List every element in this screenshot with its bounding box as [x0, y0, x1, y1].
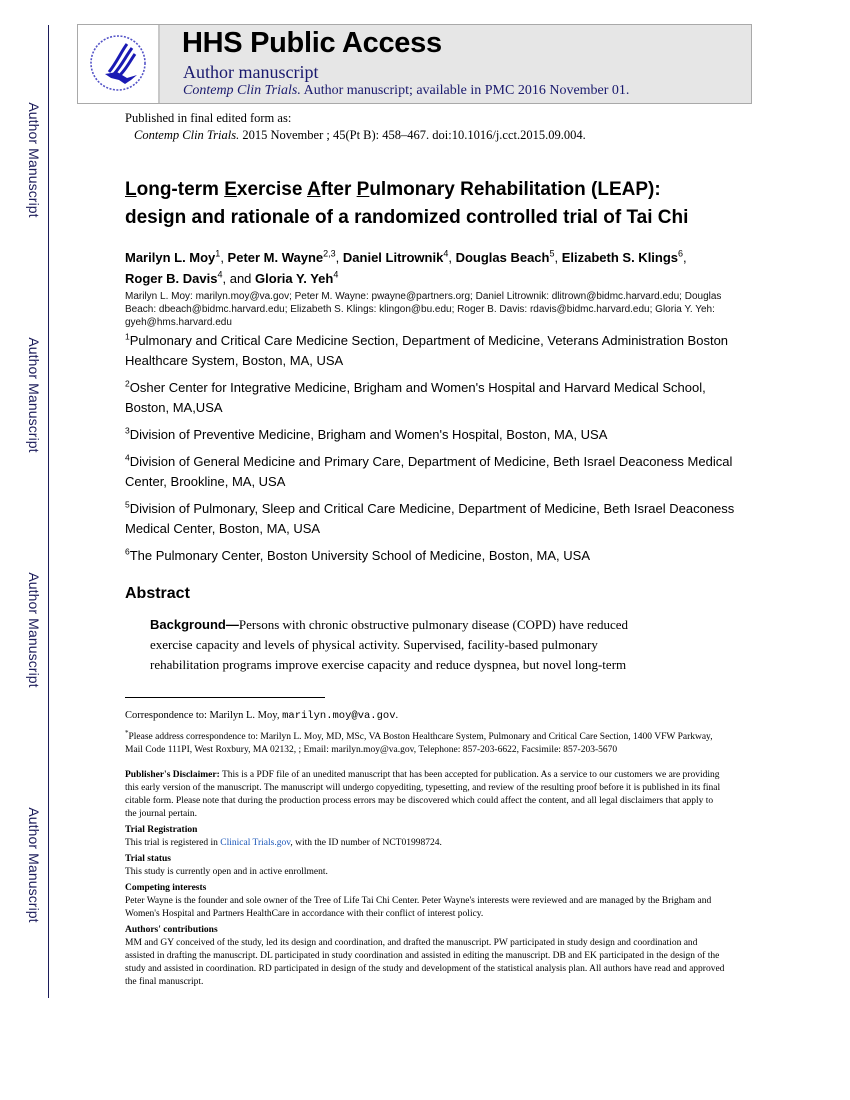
trial-registration-heading: Trial Registration — [125, 825, 198, 835]
manuscript-notes — [125, 769, 725, 992]
published-label: Published in final edited form as: — [125, 111, 292, 125]
title-line-2: design and rationale of a randomized controlled trial of Tai Chi — [125, 207, 689, 228]
correspondence-address: *Please address correspondence to: Marilyn L. Moy, MD, MSc, VA Boston Healthcare System, Pulmonary and Critical Care Section, 1400 VFW Parkway, Mail Code 111PI, West Roxbury, MA 02132, ; Email: marilyn.moy@va.gov, Telephone: 857-203-6622, Facsimile: 857-203-5670 — [125, 729, 713, 756]
author-emails: Marilyn L. Moy: marilyn.moy@va.gov; Peter M. Wayne: pwayne@partners.org; Daniel Litrownik: dlitrown@bidmc.harvard.edu; Douglas Beach: dbeach@bidmc.harvard.edu; Elizabeth S. Klings: klingon@bu.edu; Roger B. Davis: rdavis@bidmc.harvard.edu; Gloria Y. Yeh: gyeh@hms.harvard.edu — [125, 291, 722, 328]
affiliation-item: $^1$Pulmonary and Critical Care Medicine Section, Department of Medicine, Veterans Administration Boston Healthcare System, Boston, MA, USA — [125, 331, 729, 368]
citation: Contemp Clin Trials. 2015 November ; 45(Pt B): 458–467. doi:10.1016/j.cct.2015.09.004. — [134, 128, 586, 142]
correspondence-line: Correspondence to: Marilyn L. Moy, marilyn.moy@va.gov. — [125, 710, 399, 722]
competing-interests-text: Peter Wayne is the founder and sole owner of the Tree of Life Tai Chi Center. Peter Wayne's interests were reviewed and are managed by the Brigham and Women's Hospital and Partners HealthCare in accordance with their conflict of interest policy. — [125, 896, 712, 919]
sidebar-label: Author Manuscript — [26, 807, 42, 923]
article-title — [125, 176, 765, 232]
competing-interests-heading: Competing interests — [125, 883, 207, 893]
publisher-disclaimer: Publisher's Disclaimer: This is a PDF file of an unedited manuscript that has been accepted for publication. As a service to our customers we are providing this early version of the manuscript. The manuscript will undergo copyediting, typesetting, and review of the resulting proof before it is published in its final citable form. Please note that during the production process errors may be discovered which could affect the content, and all legal disclaimers that apply to the journal pertain. — [125, 770, 721, 819]
sidebar-label: Author Manuscript — [26, 572, 42, 688]
correspondence-email-link[interactable]: marilyn.moy@va.gov — [282, 710, 396, 722]
affiliation-item: $^2$Osher Center for Integrative Medicine, Brigham and Women's Hospital and Harvard Medical School, Boston, MA,USA — [125, 378, 706, 415]
published-form — [125, 110, 586, 144]
title-line-1: Long-term Exercise After Pulmonary Rehabilitation (LEAP): — [125, 179, 661, 200]
contributions-heading: Authors' contributions — [125, 925, 218, 935]
manuscript-type: Author manuscript — [183, 62, 319, 82]
sidebar-label: Author Manuscript — [26, 102, 42, 218]
hhs-eagle-logo-icon — [87, 32, 149, 94]
affiliation-item: $^4$Division of General Medicine and Primary Care, Department of Medicine, Beth Israel Deaconess Medical Center, Brookline, MA, USA — [125, 452, 733, 489]
footnote-divider — [125, 697, 325, 698]
sidebar-rule — [48, 25, 49, 998]
trial-status-heading: Trial status — [125, 854, 172, 864]
clinicaltrials-link[interactable]: Clinical Trials.gov — [220, 838, 291, 848]
abstract-background: Background—Persons with chronic obstructive pulmonary disease (COPD) have reduced exercise capacity and levels of physical activity. Supervised, facility-based pulmonary rehabilitation programs improve exercise capacity and reduce dyspnea, but novel long-term — [150, 617, 629, 672]
contributions-text: MM and GY conceived of the study, led its design and coordination, and drafted the manuscript. PW participated in study design and coordination and assisted in drafting the manuscript. DL participated in study coordination and assisted in editing the manuscript. DB and EK participated in the design of the study and assisted in coordination. RD participated in design of the study and development of the statistical analysis plan. All authors have read and approved the final manuscript. — [125, 938, 725, 987]
trial-status-text: This study is currently open and in active enrollment. — [125, 867, 328, 877]
hhs-header — [77, 24, 752, 104]
affiliation-item: $^5$Division of Pulmonary, Sleep and Critical Care Medicine, Department of Medicine, Beth Israel Deaconess Medical Center, Boston, MA, USA — [125, 499, 735, 536]
affiliation-item: $^3$Division of Preventive Medicine, Brigham and Women's Hospital, Boston, MA, USA — [125, 425, 608, 442]
author-list: Marilyn L. Moy$^1$, Peter M. Wayne$^{2,3}$, Daniel Litrownik$^4$, Douglas Beach$^5$, Elizabeth S. Klings$^6$, Roger B. Davis$^4$, and Gloria Y. Yeh$^4$ — [125, 248, 687, 286]
logo-cell — [78, 25, 160, 103]
trial-registration-text: This trial is registered in Clinical Trials.gov, with the ID number of NCT01998724. — [125, 838, 442, 848]
affiliations — [125, 331, 735, 573]
availability-line: Contemp Clin Trials. Author manuscript; available in PMC 2016 November 01. — [183, 83, 630, 98]
sidebar-label: Author Manuscript — [26, 337, 42, 453]
page-title: HHS Public Access — [182, 27, 442, 59]
affiliation-item: $^6$The Pulmonary Center, Boston University School of Medicine, Boston, MA, USA — [125, 546, 590, 563]
abstract-heading: Abstract — [125, 585, 190, 602]
